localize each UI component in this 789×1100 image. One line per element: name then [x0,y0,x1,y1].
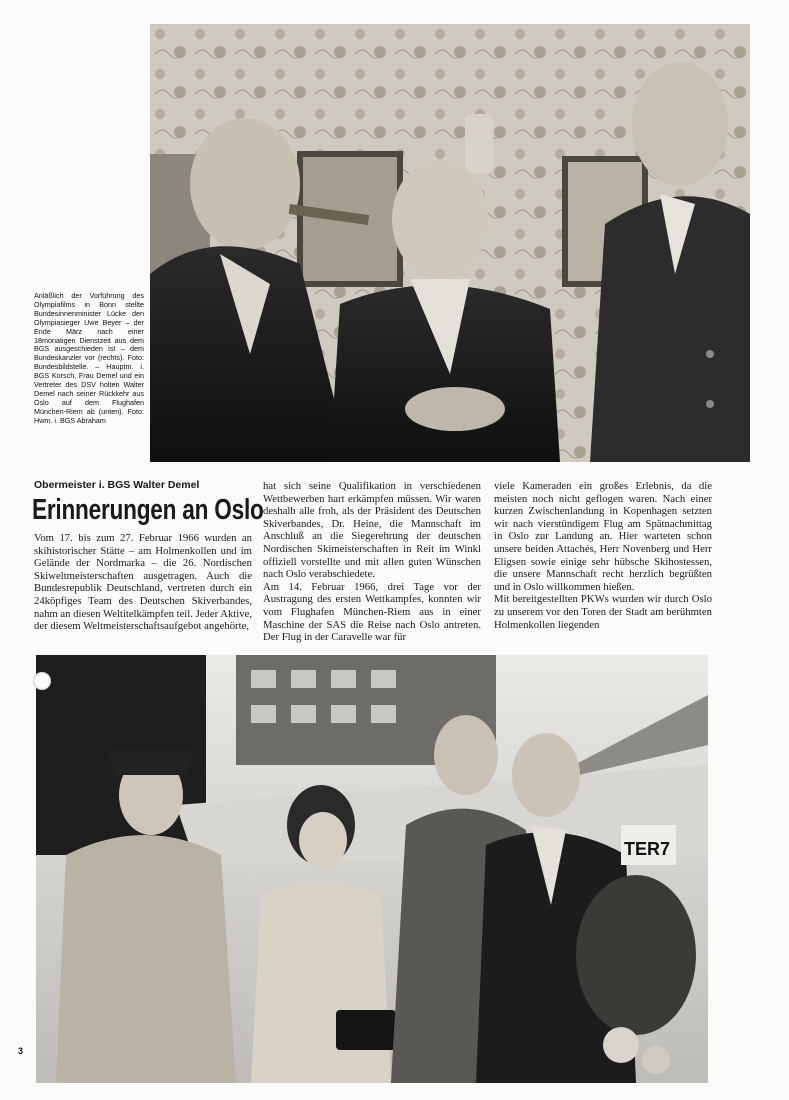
column-3-paragraph-2: Mit bereitgestellten PKWs wurden wir durch Oslo zu unserem vor den Toren der Stadt am berühmten Holmenkollen liegenden [494,593,712,631]
article-column-2 [263,480,481,644]
page-number: 3 [18,1046,24,1056]
photo-bottom [36,655,708,1083]
photo-top-image [150,24,750,462]
byline: Obermeister i. BGS Walter Demel [34,479,200,491]
article-column-1 [34,532,252,633]
column-2-paragraph-2: Am 14. Februar 1966, drei Tage vor der Austragung des ersten Wettkampfes, konnten wir vom Flughafen München-Riem aus in einer Maschine der SAS die Reise nach Oslo antreten. Der Flug in der Caravelle war für [263,580,481,644]
column-3-paragraph-1: viele Kameraden ein großes Erlebnis, da die meisten noch nicht geflogen waren. Nach einer kurzen Zwischenlandung in Kopenhagen setzten wir nach vierstündigem Flug am Spätnachmittag in Oslo zur Landung an. Hier warteten schon unsere beiden Attachés, Herr Novenberg und Herr Eligsen sowie einige sehr hübsche Skihostessen, die unsere Mannschaft recht herzlich begrüßten und in Oslo willkommen hießen. [494,480,712,593]
photo-bottom-image [36,655,708,1083]
photo-caption: Anläßlich der Vorführung des Olympiafilms in Bonn stellte Bundesinnenminister Lücke den Olympiasieger Uwe Beyer – der Ende März nach einer 18monatigen Dienstzeit aus dem BGS ausgeschieden ist – dem Bundeskanzler vor (rechts). Foto: Bundesbildstelle. – Hauptm. i. BGS Korsch, Frau Demel und ein Vertreter des DSV holten Walter Demel nach seiner Rückkehr aus Oslo auf dem Flughafen München-Riem ab (unten). Foto: Hwm. i. BGS Abraham [34,291,144,425]
column-2-paragraph-1: hat sich seine Qualifikation in verschiedenen Wettbewerben hart erkämpfen müssen. Wir waren deshalb alle froh, als der Präsident des Deutschen Skiverbandes, Dr. Heine, die Mannschaft im Anschluß an die Siegerehrung der deutschen Nordischen Skimeisterschaften in Reit im Winkl offiziell vorstellte und mit allen guten Wünschen nach Oslo verabschiedete. [263,480,481,581]
article-column-3 [494,480,712,631]
photo-top [150,24,750,462]
sign-text: TER7 [624,839,671,859]
column-1-text: Vom 17. bis zum 27. Februar 1966 wurden an skihistorischer Stätte – am Holmenkollen und im Gelände der Nordmarka – die 26. Nordischen Skiweltmeisterschaften ausgetragen. Auch die Bundesrepublik Deutschland, vertreten durch ein 24köpfiges Team des Deutschen Skiverbandes, nahm an diesen Weltitelkämpfen teil. Jeder Aktive, der diesem Weltmeisterschaftsaufgebot angehörte, [34,532,252,633]
punch-hole [33,672,51,690]
headline: Erinnerungen an Oslo [32,494,264,526]
